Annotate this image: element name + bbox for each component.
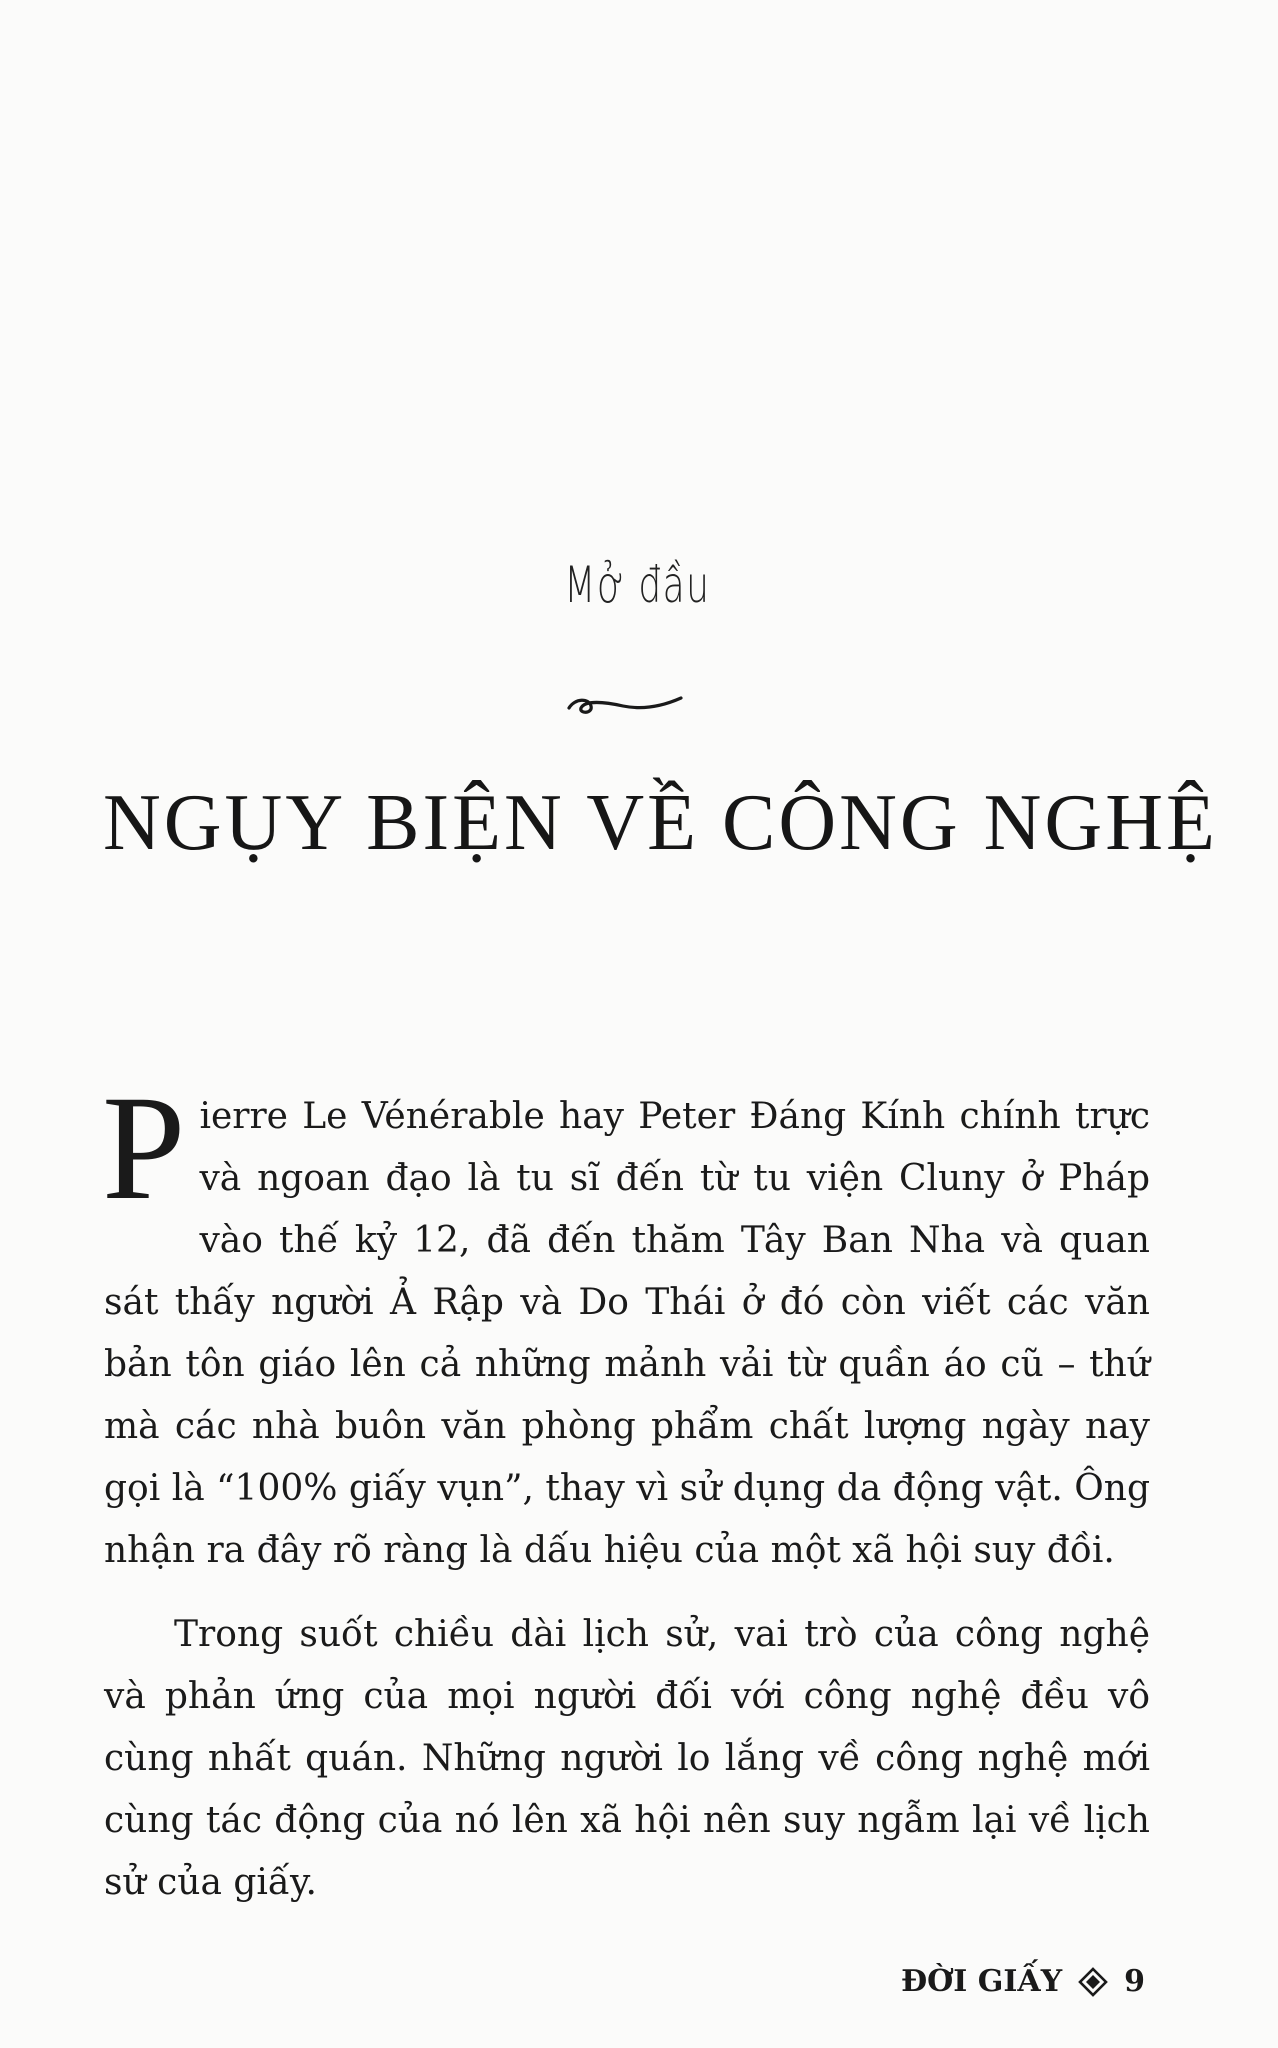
paragraph-text: ierre Le Vénérable hay Peter Đáng Kính chính trực và ngoan đạo là tu sĩ đến từ tu viện Cluny ở Pháp vào thế kỷ 12, đã đến thăm Tây Ban Nha và quan sát thấy người Ả Rập và Do Thái ở đó còn viết các văn bản tôn giáo lên cả những mảnh vải từ quần áo cũ – thứ mà các nhà buôn văn phòng phẩm chất lượng ngày nay gọi là “100% giấy vụn”, thay vì sử dụng da động vật. Ông nhận ra đây rõ ràng là dấu hiệu của một xã hội suy đồi. bbox=[104, 1096, 1150, 1571]
book-title: ĐỜI GIẤY bbox=[900, 1964, 1063, 1999]
diamond-icon bbox=[1078, 1967, 1108, 1997]
page-number: 9 bbox=[1124, 1964, 1145, 1999]
paragraph bbox=[104, 1604, 1150, 1914]
paragraph-text: Trong suốt chiều dài lịch sử, vai trò của công nghệ và phản ứng của mọi người đối với công nghệ đều vô cùng nhất quán. Những người lo lắng về công nghệ mới cùng tác động của nó lên xã hội nên suy ngẫm lại về lịch sử của giấy. bbox=[104, 1614, 1150, 1903]
drop-cap: P bbox=[102, 1065, 186, 1231]
chapter-title: NGỤY BIỆN VỀ CÔNG NGHỆ bbox=[103, 779, 1218, 867]
flourish-ornament-icon bbox=[565, 690, 685, 720]
running-footer bbox=[901, 1964, 1145, 1999]
chapter-label: Mở đầu bbox=[564, 556, 711, 614]
paragraph bbox=[102, 1065, 1150, 1582]
body-text bbox=[102, 1065, 1150, 1914]
